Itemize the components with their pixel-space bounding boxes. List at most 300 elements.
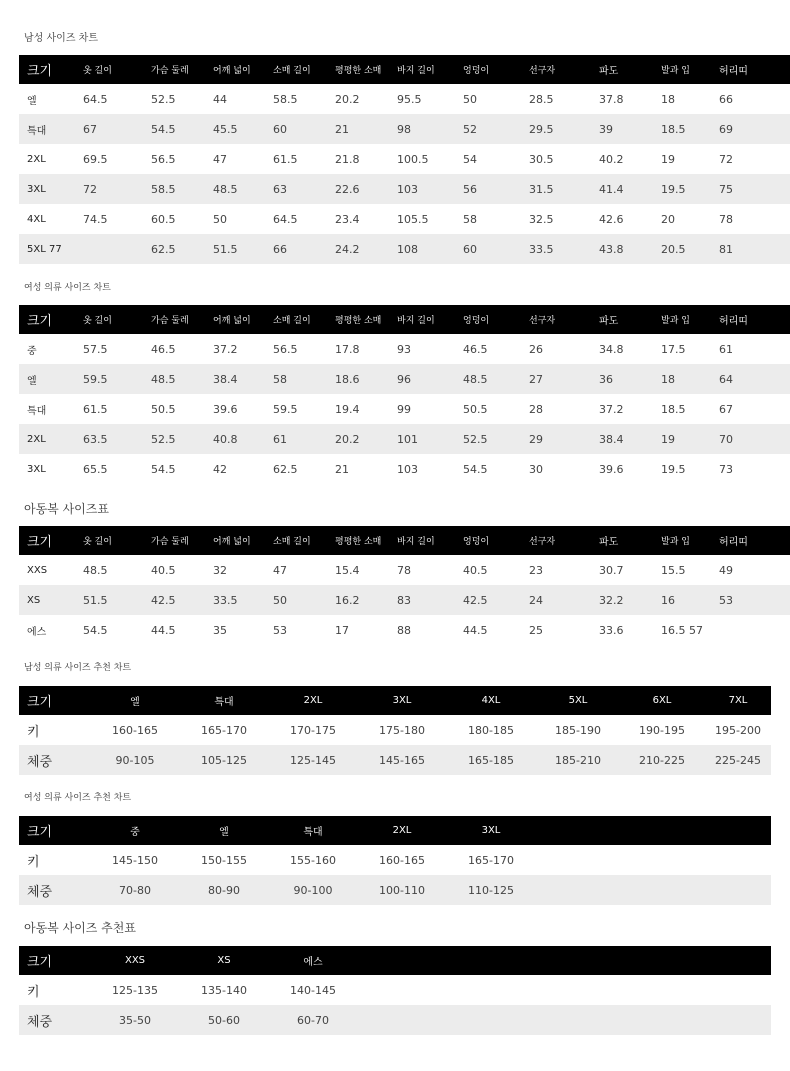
measure-cell: 63 [273,174,335,204]
measure-cell: 18 [661,84,719,114]
range-cell: 70-80 [89,875,181,905]
measure-cell: 17 [335,615,397,645]
table-row [19,334,790,364]
measure-cell: 23 [529,555,599,585]
measure-cell: 31.5 [529,174,599,204]
range-cell: 170-175 [267,715,359,745]
range-cell: 35-50 [89,1005,181,1035]
measure-cell: 32.5 [529,204,599,234]
measure-cell: 18 [661,364,719,394]
measure-cell: 58.5 [151,174,213,204]
size-label: 중 [19,334,83,364]
women-recommend-title: 여성 의류 사이즈 추천 차트 [24,793,132,803]
measure-cell: 70 [719,424,790,454]
measure-cell: 103 [397,174,463,204]
range-cell: 225-245 [705,745,771,775]
measure-cell: 57.5 [83,334,151,364]
range-cell: 180-185 [445,715,537,745]
table-row [19,204,790,234]
measure-cell: 69 [719,114,790,144]
measure-cell: 15.5 [661,555,719,585]
header-cell: 평평한 소매 [335,305,397,334]
header-cell: 특대 [267,816,359,845]
size-label: XS [19,585,83,615]
measure-cell: 53 [273,615,335,645]
measure-cell: 62.5 [273,454,335,484]
measure-cell: 64 [719,364,790,394]
measure-cell: 100.5 [397,144,463,174]
measure-cell: 26 [529,334,599,364]
measure-cell: 56.5 [151,144,213,174]
measure-cell: 24.2 [335,234,397,264]
size-label: 엘 [19,364,83,394]
measure-cell: 103 [397,454,463,484]
range-cell: 50-60 [181,1005,267,1035]
measure-cell: 20.5 [661,234,719,264]
header-cell: 크기 [19,686,89,715]
measure-cell: 28 [529,394,599,424]
measure-cell: 59.5 [273,394,335,424]
header-cell: 소매 길이 [273,305,335,334]
range-cell: 90-105 [89,745,181,775]
size-label: 2XL [19,144,83,174]
measure-cell: 17.8 [335,334,397,364]
header-cell: 엉덩이 [463,526,529,555]
range-cell: 60-70 [267,1005,359,1035]
range-cell: 100-110 [359,875,445,905]
range-cell: 195-200 [705,715,771,745]
header-cell: 7XL [705,686,771,715]
measure-cell: 25 [529,615,599,645]
metric-label: 체중 [19,745,89,775]
measure-cell: 74.5 [83,204,151,234]
table-row [19,745,771,775]
header-cell: 옷 길이 [83,526,151,555]
range-cell: 185-190 [537,715,619,745]
header-cell: 허리띠 [719,55,790,84]
measure-cell: 36 [599,364,661,394]
measure-cell: 17.5 [661,334,719,364]
measure-cell: 45.5 [213,114,273,144]
measure-cell: 61.5 [273,144,335,174]
header-cell: 소매 길이 [273,55,335,84]
header-filler [359,946,445,975]
measure-cell: 21 [335,114,397,144]
measure-cell: 50.5 [151,394,213,424]
header-cell: 발과 입 [661,55,719,84]
header-cell: 6XL [619,686,705,715]
size-label: 특대 [19,394,83,424]
measure-cell: 19 [661,424,719,454]
empty-cell [445,1005,537,1035]
measure-cell [83,234,151,264]
measure-cell: 52.5 [151,424,213,454]
header-cell: 파도 [599,305,661,334]
kids-size-chart-title: 아동복 사이즈표 [24,502,109,516]
measure-cell: 108 [397,234,463,264]
header-cell: 가슴 둘레 [151,55,213,84]
header-cell: 2XL [267,686,359,715]
empty-cell [537,975,619,1005]
measure-cell: 44.5 [463,615,529,645]
measure-cell: 41.4 [599,174,661,204]
size-label: 3XL [19,174,83,204]
header-cell: 옷 길이 [83,55,151,84]
table-row [19,1005,771,1035]
measure-cell: 72 [719,144,790,174]
empty-cell [537,1005,619,1035]
header-cell: 바지 길이 [397,526,463,555]
measure-cell: 40.5 [151,555,213,585]
header-cell: 어깨 넓이 [213,55,273,84]
range-cell: 105-125 [181,745,267,775]
range-cell: 145-150 [89,845,181,875]
range-cell: 165-185 [445,745,537,775]
measure-cell: 61 [719,334,790,364]
header-filler [619,946,705,975]
metric-label: 키 [19,975,89,1005]
measure-cell: 18.5 [661,394,719,424]
range-cell: 125-135 [89,975,181,1005]
header-cell: 발과 입 [661,526,719,555]
measure-cell: 37.2 [213,334,273,364]
measure-cell: 63.5 [83,424,151,454]
header-cell: 특대 [181,686,267,715]
metric-label: 키 [19,845,89,875]
measure-cell: 50 [463,84,529,114]
measure-cell: 61.5 [83,394,151,424]
header-cell: 선구자 [529,526,599,555]
measure-cell: 95.5 [397,84,463,114]
men-recommend-table [19,686,771,775]
measure-cell: 58.5 [273,84,335,114]
header-cell: XXS [89,946,181,975]
range-cell: 135-140 [181,975,267,1005]
measure-cell: 29 [529,424,599,454]
measure-cell: 64.5 [273,204,335,234]
table-row [19,84,790,114]
measure-cell: 58 [463,204,529,234]
measure-cell: 48.5 [151,364,213,394]
empty-cell [445,975,537,1005]
measure-cell: 72 [83,174,151,204]
measure-cell: 20.2 [335,424,397,454]
measure-cell: 60.5 [151,204,213,234]
header-cell: 옷 길이 [83,305,151,334]
header-cell: 3XL [359,686,445,715]
header-cell: 크기 [19,526,83,555]
measure-cell: 16.2 [335,585,397,615]
measure-cell: 38.4 [599,424,661,454]
measure-cell: 18.5 [661,114,719,144]
measure-cell: 83 [397,585,463,615]
measure-cell: 78 [397,555,463,585]
measure-cell: 39.6 [599,454,661,484]
table-row [19,234,790,264]
measure-cell: 21.8 [335,144,397,174]
measure-cell: 47 [213,144,273,174]
measure-cell: 15.4 [335,555,397,585]
measure-cell: 56.5 [273,334,335,364]
header-filler [537,946,619,975]
measure-cell: 48.5 [213,174,273,204]
measure-cell: 52 [463,114,529,144]
header-cell: 2XL [359,816,445,845]
size-label: 5XL 77 [19,234,83,264]
header-cell: 중 [89,816,181,845]
range-cell: 155-160 [267,845,359,875]
measure-cell: 44 [213,84,273,114]
measure-cell: 47 [273,555,335,585]
measure-cell: 51.5 [213,234,273,264]
measure-cell: 50 [213,204,273,234]
measure-cell: 54.5 [463,454,529,484]
measure-cell: 93 [397,334,463,364]
measure-cell: 19.4 [335,394,397,424]
measure-cell: 46.5 [151,334,213,364]
header-cell: 선구자 [529,305,599,334]
measure-cell: 44.5 [151,615,213,645]
measure-cell: 66 [719,84,790,114]
empty-cell [705,1005,771,1035]
header-cell: 크기 [19,946,89,975]
measure-cell: 60 [273,114,335,144]
measure-cell: 33.5 [529,234,599,264]
table-row [19,585,790,615]
header-cell: 평평한 소매 [335,526,397,555]
measure-cell: 46.5 [463,334,529,364]
table-row [19,144,790,174]
header-cell: 크기 [19,816,89,845]
header-cell: 발과 입 [661,305,719,334]
header-cell: 어깨 넓이 [213,305,273,334]
measure-cell: 42 [213,454,273,484]
measure-cell: 28.5 [529,84,599,114]
header-filler [705,816,771,845]
header-cell: 엉덩이 [463,305,529,334]
measure-cell: 18.6 [335,364,397,394]
range-cell: 210-225 [619,745,705,775]
range-cell: 90-100 [267,875,359,905]
table-row [19,875,771,905]
measure-cell: 33.5 [213,585,273,615]
kids-size-table [19,526,790,645]
header-cell: 5XL [537,686,619,715]
measure-cell: 19.5 [661,174,719,204]
range-cell: 165-170 [181,715,267,745]
table-row [19,114,790,144]
header-cell: XS [181,946,267,975]
measure-cell: 32 [213,555,273,585]
measure-cell: 65.5 [83,454,151,484]
measure-cell: 62.5 [151,234,213,264]
measure-cell: 19.5 [661,454,719,484]
header-cell: 바지 길이 [397,55,463,84]
table-row [19,615,790,645]
measure-cell: 73 [719,454,790,484]
measure-cell: 50 [273,585,335,615]
range-cell: 165-170 [445,845,537,875]
women-size-chart-title: 여성 의류 사이즈 차트 [24,283,111,293]
measure-cell: 16 [661,585,719,615]
measure-cell: 54.5 [83,615,151,645]
kids-recommend-table [19,946,771,1035]
header-cell: 엘 [89,686,181,715]
empty-cell [705,875,771,905]
measure-cell: 81 [719,234,790,264]
empty-cell [537,845,619,875]
measure-cell: 42.5 [151,585,213,615]
empty-cell [705,845,771,875]
header-cell: 3XL [445,816,537,845]
header-cell: 바지 길이 [397,305,463,334]
header-cell: 파도 [599,55,661,84]
size-label: 4XL [19,204,83,234]
header-cell: 엘 [181,816,267,845]
measure-cell: 21 [335,454,397,484]
range-cell: 160-165 [359,845,445,875]
header-cell: 선구자 [529,55,599,84]
measure-cell: 16.5 57 [661,615,719,645]
measure-cell: 75 [719,174,790,204]
measure-cell: 98 [397,114,463,144]
measure-cell: 52.5 [151,84,213,114]
range-cell: 110-125 [445,875,537,905]
header-cell: 소매 길이 [273,526,335,555]
table-row [19,975,771,1005]
measure-cell: 67 [719,394,790,424]
range-cell: 150-155 [181,845,267,875]
header-cell: 어깨 넓이 [213,526,273,555]
header-filler [537,816,619,845]
measure-cell: 96 [397,364,463,394]
metric-label: 체중 [19,1005,89,1035]
measure-cell: 24 [529,585,599,615]
size-label: 3XL [19,454,83,484]
measure-cell: 37.2 [599,394,661,424]
range-cell: 145-165 [359,745,445,775]
measure-cell: 54 [463,144,529,174]
measure-cell: 67 [83,114,151,144]
measure-cell: 20.2 [335,84,397,114]
measure-cell: 30.7 [599,555,661,585]
empty-cell [705,975,771,1005]
measure-cell: 39 [599,114,661,144]
header-cell: 가슴 둘레 [151,526,213,555]
size-label: 2XL [19,424,83,454]
range-cell: 140-145 [267,975,359,1005]
women-size-table [19,305,790,484]
measure-cell: 40.2 [599,144,661,174]
measure-cell: 40.8 [213,424,273,454]
header-cell: 엉덩이 [463,55,529,84]
men-size-table [19,55,790,264]
measure-cell: 59.5 [83,364,151,394]
header-filler [705,946,771,975]
measure-cell: 34.8 [599,334,661,364]
measure-cell: 39.6 [213,394,273,424]
measure-cell: 51.5 [83,585,151,615]
empty-cell [619,975,705,1005]
empty-cell [619,875,705,905]
measure-cell: 78 [719,204,790,234]
size-label: 엘 [19,84,83,114]
measure-cell: 19 [661,144,719,174]
measure-cell: 101 [397,424,463,454]
size-label: XXS [19,555,83,585]
measure-cell: 99 [397,394,463,424]
men-recommend-title: 남성 의류 사이즈 추천 차트 [24,663,132,673]
header-filler [619,816,705,845]
header-cell: 크기 [19,305,83,334]
kids-recommend-title: 아동복 사이즈 추천표 [24,921,136,935]
measure-cell: 33.6 [599,615,661,645]
measure-cell: 38.4 [213,364,273,394]
measure-cell: 48.5 [83,555,151,585]
measure-cell: 23.4 [335,204,397,234]
empty-cell [619,1005,705,1035]
metric-label: 키 [19,715,89,745]
women-recommend-table [19,816,771,905]
measure-cell: 52.5 [463,424,529,454]
size-label: 에스 [19,615,83,645]
measure-cell: 105.5 [397,204,463,234]
measure-cell: 32.2 [599,585,661,615]
measure-cell: 48.5 [463,364,529,394]
measure-cell: 20 [661,204,719,234]
measure-cell: 58 [273,364,335,394]
men-size-chart-title: 남성 사이즈 차트 [24,33,98,44]
range-cell: 185-210 [537,745,619,775]
range-cell: 80-90 [181,875,267,905]
header-cell: 평평한 소매 [335,55,397,84]
header-cell: 파도 [599,526,661,555]
table-row [19,174,790,204]
measure-cell: 54.5 [151,454,213,484]
measure-cell: 30 [529,454,599,484]
table-row [19,845,771,875]
header-cell: 크기 [19,55,83,84]
measure-cell: 56 [463,174,529,204]
measure-cell: 22.6 [335,174,397,204]
range-cell: 160-165 [89,715,181,745]
table-row [19,555,790,585]
measure-cell: 88 [397,615,463,645]
header-filler [445,946,537,975]
measure-cell: 35 [213,615,273,645]
measure-cell: 27 [529,364,599,394]
measure-cell: 43.8 [599,234,661,264]
table-row [19,454,790,484]
table-row [19,715,771,745]
header-cell: 허리띠 [719,305,790,334]
header-cell: 4XL [445,686,537,715]
measure-cell: 49 [719,555,790,585]
empty-cell [359,1005,445,1035]
range-cell: 175-180 [359,715,445,745]
measure-cell: 61 [273,424,335,454]
table-row [19,424,790,454]
table-row [19,364,790,394]
header-cell: 허리띠 [719,526,790,555]
header-cell: 가슴 둘레 [151,305,213,334]
measure-cell: 60 [463,234,529,264]
size-label: 특대 [19,114,83,144]
header-cell: 에스 [267,946,359,975]
measure-cell: 64.5 [83,84,151,114]
empty-cell [359,975,445,1005]
measure-cell: 29.5 [529,114,599,144]
